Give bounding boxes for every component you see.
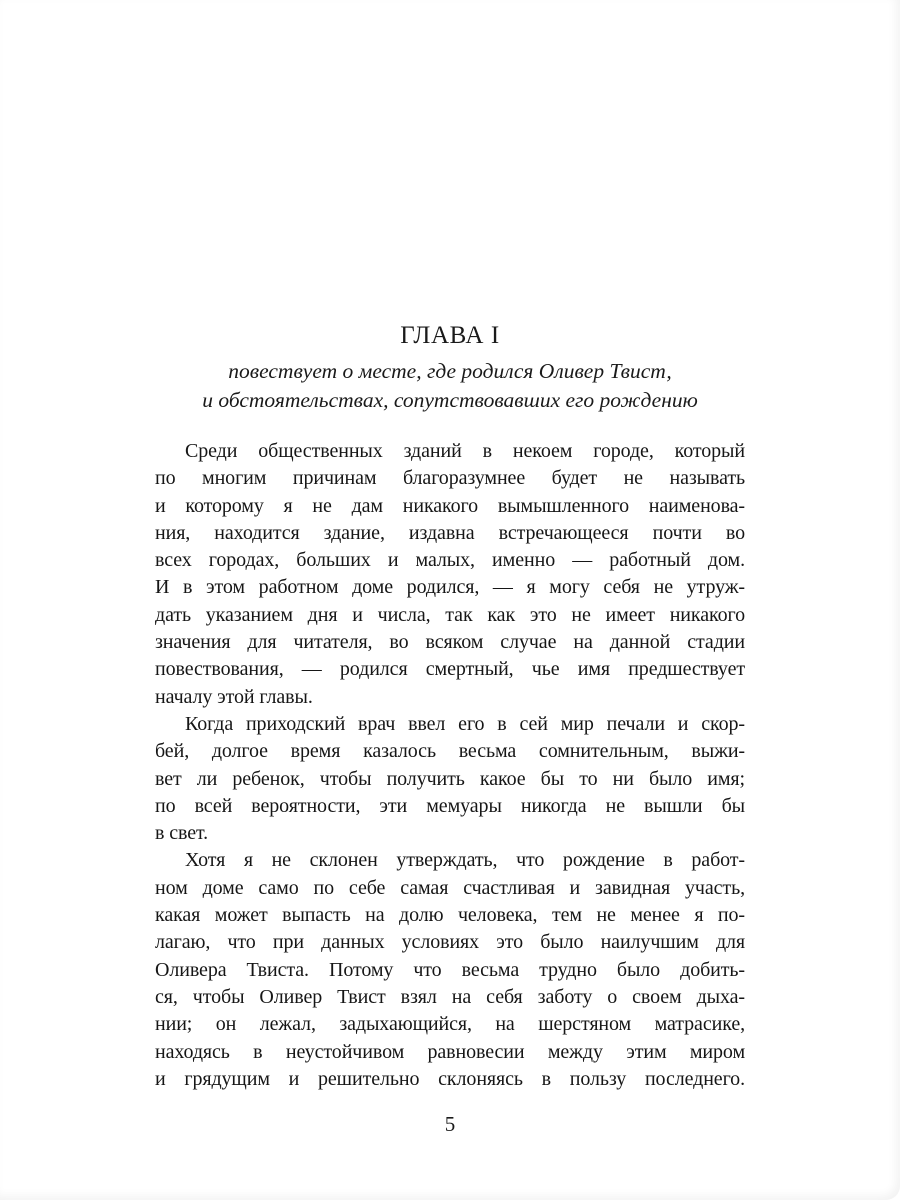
paragraph — [155, 847, 745, 1093]
body-text-line: какая может выпасть на долю человека, тем не менее я по- — [155, 904, 745, 927]
body-text-line: Когда приходский врач ввел его в сей мир печали и скор- — [185, 712, 745, 735]
body-text-line: всех городах, больших и малых, именно — работный дом. — [155, 549, 745, 572]
body-text-line: по всей вероятности, эти мемуары никогда не вышли бы — [155, 794, 745, 817]
body-text-line: вет ли ребенок, чтобы получить какое бы то ни было имя; — [155, 767, 745, 790]
body-text-line: ния, находится здание, издавна встречающееся почти во — [155, 521, 745, 544]
chapter-subtitle-line: и обстоятельствах, сопутствовавших его рождению — [202, 387, 698, 412]
chapter-title: ГЛАВА I — [400, 322, 500, 349]
body-text — [155, 438, 745, 1093]
body-text-line: бей, долгое время казалось весьма сомнительным, выжи- — [155, 740, 745, 763]
body-text-line: дать указанием дня и числа, так как это не имеет никакого — [155, 603, 745, 626]
body-text-line: Среди общественных зданий в некоем городе, который — [185, 440, 745, 462]
page-number: 5 — [444, 1112, 456, 1136]
body-text-line: нии; он лежал, задыхающийся, на шерстяном матрасике, — [155, 1013, 745, 1036]
body-text-line: лагаю, что при данных условиях это было наилучшим для — [155, 931, 745, 954]
text-column — [155, 0, 745, 1093]
body-text-line: ном доме само по себе самая счастливая и завидная участь, — [155, 876, 745, 899]
chapter-subtitle-line: повествует о месте, где родился Оливер Твист, — [228, 359, 672, 383]
body-text-line: повествования, — родился смертный, чье имя предшествует — [155, 658, 745, 681]
body-text-line: находясь в неустойчивом равновесии между этим миром — [155, 1040, 745, 1063]
body-text-line: значения для читателя, во всяком случае на данной стадии — [155, 631, 745, 654]
body-text-line: и грядущим и решительно склоняясь в пользу последнего. — [155, 1067, 745, 1090]
body-text-line: ся, чтобы Оливер Твист взял на себя заботу о своем дыха- — [155, 985, 745, 1008]
chapter-subtitle — [155, 357, 745, 414]
body-text-line: по многим причинам благоразумнее будет не называть — [155, 467, 745, 490]
paragraph — [155, 711, 745, 847]
body-text-line: И в этом работном доме родился, — я могу себя не утруж- — [155, 576, 745, 599]
body-text-line: в свет. — [155, 822, 209, 845]
body-text-line: началу этой главы. — [155, 685, 313, 708]
body-text-line: Хотя я не склонен утверждать, что рождение в работ- — [185, 849, 745, 872]
body-text-line: и которому я не дам никакого вымышленного наименова- — [155, 494, 745, 517]
body-text-line: Оливера Твиста. Потому что весьма трудно было добить- — [155, 958, 745, 981]
paragraph — [155, 438, 745, 711]
